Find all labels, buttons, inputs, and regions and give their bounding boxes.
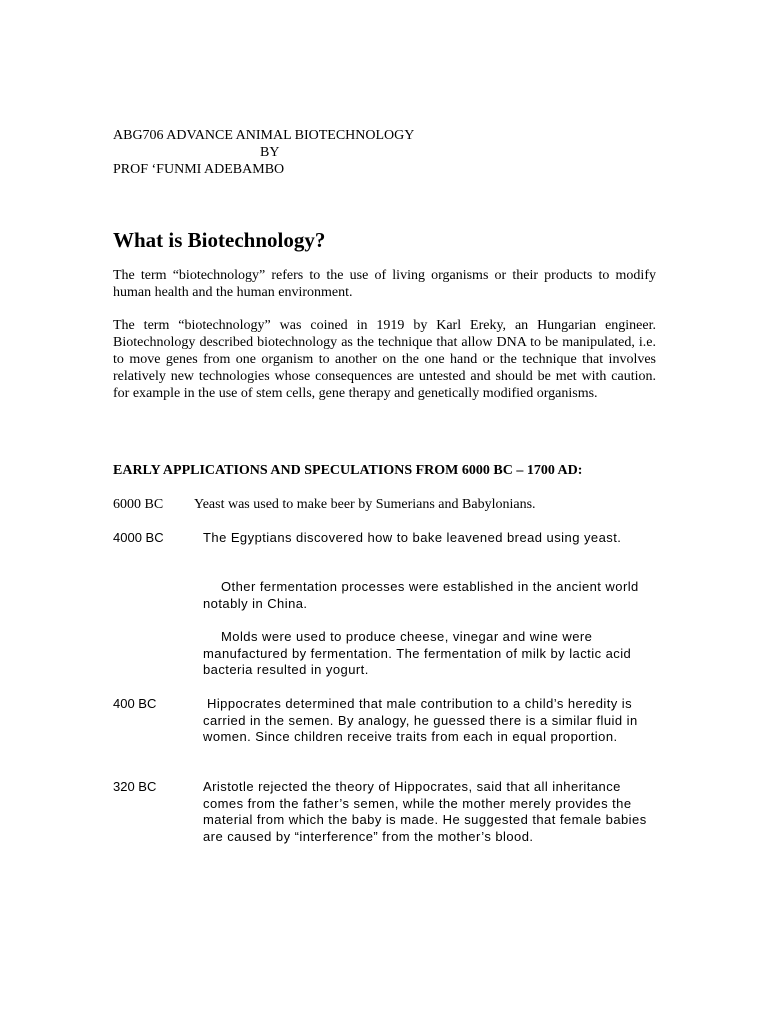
timeline-text: Hippocrates determined that male contribution to a child’s heredity is carried in the semen. By analogy, he guessed there is a similar fluid in women. Since children receive traits from each in equal proportion.	[203, 696, 638, 744]
timeline-year: 400 BC	[113, 696, 157, 711]
definition-paragraph: The term “biotechnology” refers to the use of living organisms or their products to modify human health and the human environment.	[113, 268, 656, 300]
byline: BY	[260, 145, 280, 160]
early-applications-heading: EARLY APPLICATIONS AND SPECULATIONS FROM 6000 BC – 1700 AD:	[113, 463, 583, 478]
timeline-text: Yeast was used to make beer by Sumerians and Babylonians.	[194, 497, 536, 512]
section-heading: What is Biotechnology?	[113, 228, 326, 252]
timeline-year: 320 BC	[113, 779, 157, 794]
timeline-text: Molds were used to produce cheese, vinegar and wine were manufactured by fermentation. The fermentation of milk by lactic acid bacteria resulted in yogurt.	[203, 629, 632, 677]
course-title: ABG706 ADVANCE ANIMAL BIOTECHNOLOGY	[113, 128, 415, 143]
history-paragraph: The term “biotechnology” was coined in 1919 by Karl Ereky, an Hungarian engineer. Biotechnology described biotechnology as the technique that allow DNA to be manipulated, i.e. to move genes from one organism to another on the one hand or the technique that involves relatively new technologies whose consequences are untested and should be met with caution. for example in the use of stem cells, gene therapy and genetically modified organisms.	[113, 318, 656, 401]
timeline-year: 6000 BC	[113, 497, 164, 512]
author-name: PROF ‘FUNMI ADEBAMBO	[113, 162, 285, 177]
timeline-text: Other fermentation processes were established in the ancient world notably in China.	[203, 579, 639, 611]
timeline-year: 4000 BC	[113, 530, 164, 545]
timeline-text: Aristotle rejected the theory of Hippocrates, said that all inheritance comes from the father’s semen, while the mother merely provides the material from which the baby is made. He suggested that female babies are caused by “interference” from the mother’s blood.	[203, 779, 647, 844]
timeline-text: The Egyptians discovered how to bake leavened bread using yeast.	[203, 530, 622, 545]
